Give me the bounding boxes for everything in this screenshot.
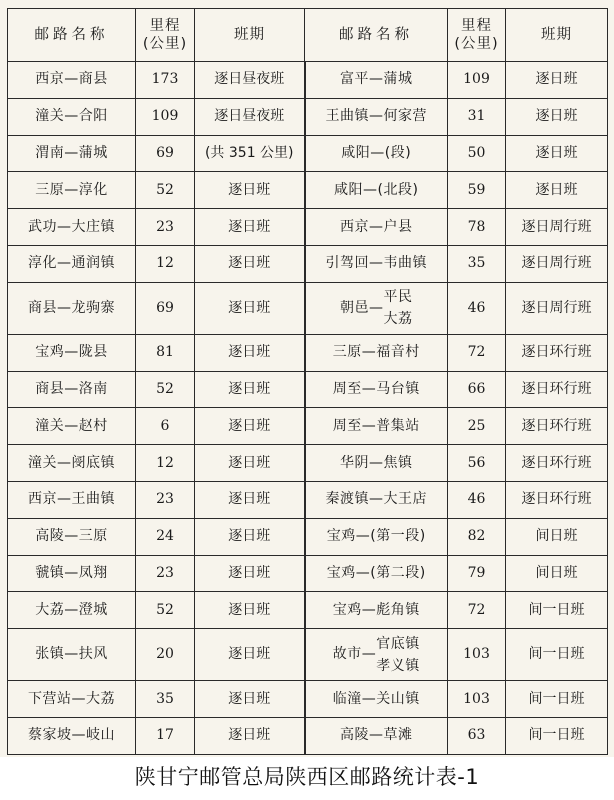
table-header-row: [8, 9, 608, 62]
route-branch: 孝义镇: [376, 657, 420, 674]
schedule-cell: (共 351 公里): [195, 135, 305, 172]
mileage-cell: 79: [448, 555, 506, 592]
schedule-cell: 逐日周行班: [506, 282, 608, 334]
mileage-cell: 35: [136, 681, 195, 718]
route-name-cell: 周至—普集站: [305, 408, 448, 445]
route-name-cell: 西京—商县: [8, 62, 136, 99]
schedule-cell: 间一日班: [506, 629, 608, 681]
mileage-cell: 12: [136, 245, 195, 282]
route-name-cell: 张镇—扶风: [8, 629, 136, 681]
route-name-cell: 宝鸡—(第一段): [305, 518, 448, 555]
mileage-cell: 23: [136, 555, 195, 592]
route-name-cell: 王曲镇—何家营: [305, 98, 448, 135]
schedule-cell: 逐日班: [195, 245, 305, 282]
schedule-cell: 间一日班: [506, 717, 608, 754]
route-name-cell: 华阴—焦镇: [305, 445, 448, 482]
mileage-cell: 109: [136, 98, 195, 135]
schedule-cell: 逐日昼夜班: [195, 62, 305, 99]
header-route-name-right: 邮路名称: [305, 9, 448, 62]
route-name-cell: 虢镇—凤翔: [8, 555, 136, 592]
schedule-cell: 逐日班: [506, 135, 608, 172]
route-name-cell: 下营站—大荔: [8, 681, 136, 718]
route-name-cell: 周至—马台镇: [305, 371, 448, 408]
mileage-cell: 69: [136, 282, 195, 334]
mileage-cell: 173: [136, 62, 195, 99]
route-name-cell: 渭南—蒲城: [8, 135, 136, 172]
schedule-cell: 间一日班: [506, 681, 608, 718]
table-row: [8, 282, 608, 334]
route-name-cell: 潼关—合阳: [8, 98, 136, 135]
mileage-cell: 46: [448, 282, 506, 334]
route-name-cell: 宝鸡—(第二段): [305, 555, 448, 592]
schedule-cell: 逐日班: [195, 445, 305, 482]
header-mileage-left: [136, 9, 195, 62]
schedule-cell: 逐日班: [195, 518, 305, 555]
mileage-cell: 78: [448, 209, 506, 246]
route-name-cell: 三原—淳化: [8, 172, 136, 209]
table-caption: 陕甘宁邮管总局陕西区邮路统计表-1: [0, 757, 614, 800]
route-branches: [376, 633, 420, 677]
route-branch: 平民: [383, 289, 413, 306]
mileage-cell: 103: [448, 681, 506, 718]
mileage-cell: 52: [136, 371, 195, 408]
route-name-cell: [305, 629, 448, 681]
header-schedule-right: 班期: [506, 9, 608, 62]
mileage-cell: 56: [448, 445, 506, 482]
route-branch: 大荔: [383, 311, 413, 328]
branched-route: [333, 633, 420, 677]
table-row: [8, 717, 608, 754]
schedule-cell: 逐日班: [195, 282, 305, 334]
route-prefix: 故市—: [332, 646, 377, 663]
mileage-cell: 69: [136, 135, 195, 172]
schedule-cell: 逐日班: [195, 481, 305, 518]
table-row: [8, 172, 608, 209]
mileage-cell: 81: [136, 334, 195, 371]
route-name-cell: 咸阳—(北段): [305, 172, 448, 209]
route-prefix: 朝邑—: [340, 299, 384, 316]
schedule-cell: 间一日班: [506, 592, 608, 629]
route-name-cell: 武功—大庄镇: [8, 209, 136, 246]
schedule-cell: 逐日班: [506, 62, 608, 99]
schedule-cell: 间日班: [506, 518, 608, 555]
mileage-cell: 35: [448, 245, 506, 282]
mileage-cell: 52: [136, 592, 195, 629]
table-row: [8, 245, 608, 282]
schedule-cell: 逐日环行班: [506, 334, 608, 371]
route-name-cell: 大荔—澄城: [8, 592, 136, 629]
table-row: [8, 445, 608, 482]
schedule-cell: 逐日班: [195, 334, 305, 371]
mileage-cell: 23: [136, 481, 195, 518]
mileage-cell: 23: [136, 209, 195, 246]
header-schedule-left: 班期: [195, 9, 305, 62]
mileage-cell: 72: [448, 592, 506, 629]
schedule-cell: 逐日班: [195, 592, 305, 629]
route-name-cell: 淳化—通润镇: [8, 245, 136, 282]
route-branch: 官底镇: [376, 635, 420, 652]
mileage-cell: 46: [448, 481, 506, 518]
route-name-cell: 宝鸡—陇县: [8, 334, 136, 371]
table-row: [8, 592, 608, 629]
mileage-cell: 59: [448, 172, 506, 209]
route-branches: [384, 286, 413, 330]
schedule-cell: 逐日班: [506, 98, 608, 135]
table-row: [8, 98, 608, 135]
route-name-cell: 临潼—关山镇: [305, 681, 448, 718]
header-mileage-line2: (公里): [142, 36, 188, 52]
table-row: [8, 681, 608, 718]
schedule-cell: 逐日班: [195, 717, 305, 754]
mileage-cell: 20: [136, 629, 195, 681]
header-mileage-right: [448, 9, 506, 62]
route-name-cell: 蔡家坡—岐山: [8, 717, 136, 754]
mileage-cell: 17: [136, 717, 195, 754]
mileage-cell: 82: [448, 518, 506, 555]
schedule-cell: 逐日周行班: [506, 209, 608, 246]
table-row: [8, 629, 608, 681]
header-route-name-left: 邮路名称: [8, 9, 136, 62]
mileage-cell: 63: [448, 717, 506, 754]
schedule-cell: 间日班: [506, 555, 608, 592]
route-name-cell: 高陵—草滩: [305, 717, 448, 754]
schedule-cell: 逐日班: [195, 371, 305, 408]
mileage-cell: 50: [448, 135, 506, 172]
schedule-cell: 逐日班: [195, 555, 305, 592]
branched-route: [340, 286, 413, 330]
table-row: [8, 209, 608, 246]
mileage-cell: 24: [136, 518, 195, 555]
schedule-cell: 逐日环行班: [506, 371, 608, 408]
route-name-cell: 三原—福音村: [305, 334, 448, 371]
mileage-cell: 12: [136, 445, 195, 482]
route-name-cell: [305, 282, 448, 334]
schedule-cell: 逐日班: [195, 681, 305, 718]
mileage-cell: 103: [448, 629, 506, 681]
table-row: [8, 135, 608, 172]
schedule-cell: 逐日周行班: [506, 245, 608, 282]
route-name-cell: 潼关—阌底镇: [8, 445, 136, 482]
schedule-cell: 逐日班: [195, 408, 305, 445]
schedule-cell: 逐日环行班: [506, 408, 608, 445]
mileage-cell: 66: [448, 371, 506, 408]
table-row: [8, 62, 608, 99]
route-name-cell: 潼关—赵村: [8, 408, 136, 445]
route-name-cell: 西京—户县: [305, 209, 448, 246]
route-name-cell: 咸阳—(段): [305, 135, 448, 172]
schedule-cell: 逐日班: [195, 209, 305, 246]
route-name-cell: 高陵—三原: [8, 518, 136, 555]
postal-route-table: [7, 8, 608, 755]
route-name-cell: 富平—蒲城: [305, 62, 448, 99]
route-name-cell: 宝鸡—彪角镇: [305, 592, 448, 629]
route-name-cell: 秦渡镇—大王店: [305, 481, 448, 518]
header-mileage-line1: 里程: [149, 18, 181, 34]
route-name-cell: 商县—龙驹寨: [8, 282, 136, 334]
table-row: [8, 371, 608, 408]
header-mileage-line2: (公里): [454, 36, 499, 52]
schedule-cell: 逐日班: [195, 172, 305, 209]
table-row: [8, 408, 608, 445]
schedule-cell: 逐日昼夜班: [195, 98, 305, 135]
schedule-cell: 逐日环行班: [506, 481, 608, 518]
schedule-cell: 逐日班: [195, 629, 305, 681]
mileage-cell: 72: [448, 334, 506, 371]
table-row: [8, 334, 608, 371]
schedule-cell: 逐日环行班: [506, 445, 608, 482]
route-name-cell: 引驾回—韦曲镇: [305, 245, 448, 282]
route-name-cell: 西京—王曲镇: [8, 481, 136, 518]
mileage-cell: 31: [448, 98, 506, 135]
table-row: [8, 481, 608, 518]
header-mileage-line1: 里程: [461, 18, 492, 34]
table-row: [8, 518, 608, 555]
table-row: [8, 555, 608, 592]
mileage-cell: 52: [136, 172, 195, 209]
route-name-cell: 商县—洛南: [8, 371, 136, 408]
mileage-cell: 109: [448, 62, 506, 99]
mileage-cell: 25: [448, 408, 506, 445]
mileage-cell: 6: [136, 408, 195, 445]
schedule-cell: 逐日班: [506, 172, 608, 209]
table-body: [8, 62, 608, 755]
